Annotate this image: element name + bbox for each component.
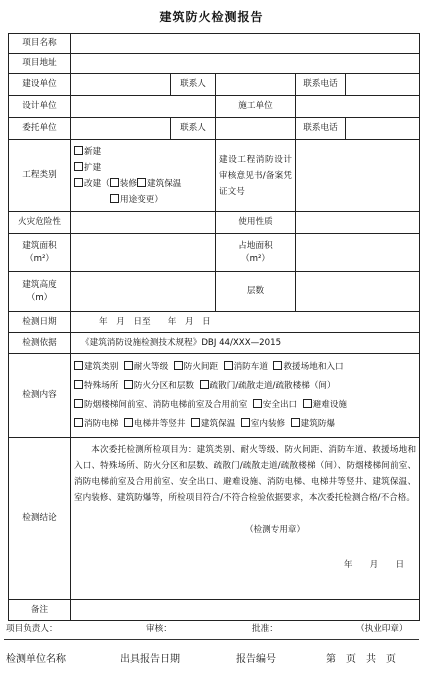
contact-label: 联系人: [171, 74, 216, 96]
checkbox-rebuild[interactable]: [74, 178, 83, 187]
checkbox-decoration[interactable]: [110, 178, 119, 187]
content-shaft: 电梯井等竖井: [133, 418, 186, 429]
content-fire-spacing: 防火间距: [183, 361, 219, 372]
land-area-field[interactable]: [296, 234, 420, 272]
client-phone-field[interactable]: [346, 118, 420, 140]
land-area-text: 占地面积: [238, 240, 273, 251]
type-decoration-label: 装修: [119, 178, 137, 189]
use-nature-label: 使用性质: [216, 212, 296, 234]
content-refuge: 避难设施: [312, 399, 348, 410]
building-area-field[interactable]: [71, 234, 216, 272]
checkbox-safety-exit[interactable]: [253, 399, 262, 408]
building-area-text: 建筑面积: [22, 240, 57, 251]
approver-label: 批准：: [252, 624, 278, 634]
building-height-unit: （m）: [26, 292, 53, 303]
contact-phone-field[interactable]: [346, 74, 420, 96]
row-remarks: [9, 600, 420, 621]
contact-phone-label: 联系电话: [296, 74, 346, 96]
project-type-options: [71, 140, 216, 212]
floors-label: 层数: [216, 272, 296, 312]
build-unit-field[interactable]: [296, 96, 420, 118]
building-height-text: 建筑高度: [22, 279, 57, 290]
content-evacuation: 疏散门/疏散走道/疏散楼梯（间）: [209, 380, 336, 391]
building-height-field[interactable]: [71, 272, 216, 312]
row-basis: [9, 333, 420, 354]
content-interior: 室内装修: [250, 418, 286, 429]
content-fire-zone: 防火分区和层数: [133, 380, 195, 391]
row-design-unit: [9, 96, 420, 118]
contact-field[interactable]: [216, 74, 296, 96]
content-label: 检测内容: [9, 354, 71, 438]
construction-unit-label: 建设单位: [9, 74, 71, 96]
checkbox-fire-rating[interactable]: [124, 361, 133, 370]
content-explosion-proof: 建筑防爆: [300, 418, 336, 429]
client-unit-label: 委托单位: [9, 118, 71, 140]
content-line-4: [74, 415, 416, 434]
footer-divider: [4, 639, 419, 640]
floors-field[interactable]: [296, 272, 420, 312]
building-area-label: [9, 234, 71, 272]
building-area-unit: （m²）: [24, 253, 54, 264]
remarks-label: 备注: [9, 600, 71, 621]
content-smoke-stair: 防烟楼梯间前室、消防电梯前室及合用前室: [84, 399, 248, 410]
content-safety-exit: 安全出口: [262, 399, 298, 410]
construction-unit-field[interactable]: [71, 74, 171, 96]
row-fire-hazard: [9, 212, 420, 234]
test-date-label: 检测日期: [9, 312, 71, 333]
row-height: [9, 272, 420, 312]
row-project-address: [9, 54, 420, 74]
checkbox-fire-elevator[interactable]: [74, 418, 83, 427]
checkbox-fire-spacing[interactable]: [174, 361, 183, 370]
content-fire-rating: 耐火等级: [133, 361, 169, 372]
client-contact-label: 联系人: [171, 118, 216, 140]
conclusion-cell: [71, 438, 420, 600]
checkbox-fire-lane[interactable]: [224, 361, 233, 370]
row-project-name: [9, 34, 420, 54]
checkbox-refuge[interactable]: [303, 399, 312, 408]
conclusion-text: 本次委托检测所检项目为：建筑类别、耐火等级、防火间距、消防车道、救援场地和入口、特殊场所、防火分区和层数、疏散门/疏散走道/疏散楼梯（间）、防烟楼梯间前室、消防电梯前室及合用前室、安全出口、避难设施、消防电梯、电梯井等竖井、建筑保温、室内装修、建筑防爆等，所检项目符合/不符合检验依据要求，本次委托检测合格/不合格。: [74, 445, 417, 503]
checkbox-use-change[interactable]: [110, 194, 119, 203]
client-unit-field[interactable]: [71, 118, 171, 140]
building-height-label: [9, 272, 71, 312]
seal-label: （执业印章）: [356, 624, 408, 634]
content-special-venue: 特殊场所: [84, 380, 119, 391]
row-project-type: [9, 140, 420, 212]
checkbox-evacuation[interactable]: [200, 380, 209, 389]
report-number: 报告编号: [236, 654, 276, 665]
checkbox-interior[interactable]: [241, 418, 250, 427]
conclusion-date: 年 月 日: [343, 560, 405, 570]
use-nature-field[interactable]: [296, 212, 420, 234]
project-name-label: 项目名称: [9, 34, 71, 54]
row-test-date: [9, 312, 420, 333]
checkbox-shaft[interactable]: [124, 418, 133, 427]
approval-doc-label: 建设工程消防设计审核意见书/备案凭证文号: [216, 140, 296, 212]
leader-label: 项目负责人：: [6, 624, 58, 634]
approval-doc-field[interactable]: [296, 140, 420, 212]
checkbox-expand[interactable]: [74, 162, 83, 171]
checkbox-fire-zone[interactable]: [124, 380, 133, 389]
type-rebuild-label: 改建（: [84, 178, 110, 189]
land-area-label: [216, 234, 296, 272]
report-title: 建筑防火检测报告: [159, 10, 264, 24]
checkbox-special-venue[interactable]: [74, 380, 83, 389]
row-area: [9, 234, 420, 272]
fire-hazard-field[interactable]: [71, 212, 216, 234]
org-name: 检测单位名称: [6, 654, 66, 665]
row-content: [9, 354, 420, 438]
content-fire-lane: 消防车道: [233, 361, 268, 372]
content-rescue-site: 救援场地和入口: [283, 361, 344, 372]
type-use-change-label: 用途变更）: [120, 194, 163, 205]
content-line-3: [74, 396, 416, 415]
checkbox-smoke-stair[interactable]: [74, 399, 83, 408]
checkbox-explosion-proof[interactable]: [291, 418, 300, 427]
land-area-unit: （m²）: [240, 253, 270, 264]
row-client-unit: [9, 118, 420, 140]
type-insulation-label: 建筑保温: [147, 178, 182, 189]
design-unit-field[interactable]: [71, 96, 216, 118]
fire-hazard-label: 火灾危险性: [9, 212, 71, 234]
content-line-2: [74, 377, 416, 396]
row-construction-unit: [9, 74, 420, 96]
project-type-label: 工程类别: [9, 140, 71, 212]
checkbox-new[interactable]: [74, 146, 83, 155]
checkbox-insulation[interactable]: [137, 178, 146, 187]
conclusion-label: 检测结论: [9, 438, 71, 600]
row-conclusion: [9, 438, 420, 600]
project-address-field[interactable]: [71, 54, 420, 74]
page-count: 第 页 共 页: [326, 654, 396, 665]
basis-label: 检测依据: [9, 333, 71, 354]
content-fire-elevator: 消防电梯: [84, 418, 119, 429]
seal-text: （检测专用章）: [244, 525, 306, 535]
content-insulation: 建筑保温: [200, 418, 236, 429]
test-date-field[interactable]: 年 月 日至 年 月 日: [71, 312, 420, 333]
client-phone-label: 联系电话: [296, 118, 346, 140]
client-contact-field[interactable]: [216, 118, 296, 140]
basis-value: 《建筑消防设施检测技术规程》DBJ 44/XXX—2015: [71, 333, 420, 354]
project-name-field[interactable]: [71, 34, 420, 54]
content-options: [71, 354, 420, 438]
checkbox-rescue-site[interactable]: [273, 361, 282, 370]
type-expand-label: 扩建: [84, 162, 102, 173]
report-form: [8, 33, 420, 621]
remarks-field[interactable]: [71, 600, 420, 621]
reviewer-label: 审核：: [146, 624, 172, 634]
project-address-label: 项目地址: [9, 54, 71, 74]
type-new-label: 新建: [84, 146, 102, 157]
content-line-1: [74, 358, 416, 377]
design-unit-label: 设计单位: [9, 96, 71, 118]
issue-date: 出具报告日期: [120, 654, 180, 665]
build-unit-label: 施工单位: [216, 96, 296, 118]
checkbox-building-class[interactable]: [74, 361, 83, 370]
checkbox-insulation-check[interactable]: [191, 418, 200, 427]
content-building-class: 建筑类别: [84, 361, 119, 372]
